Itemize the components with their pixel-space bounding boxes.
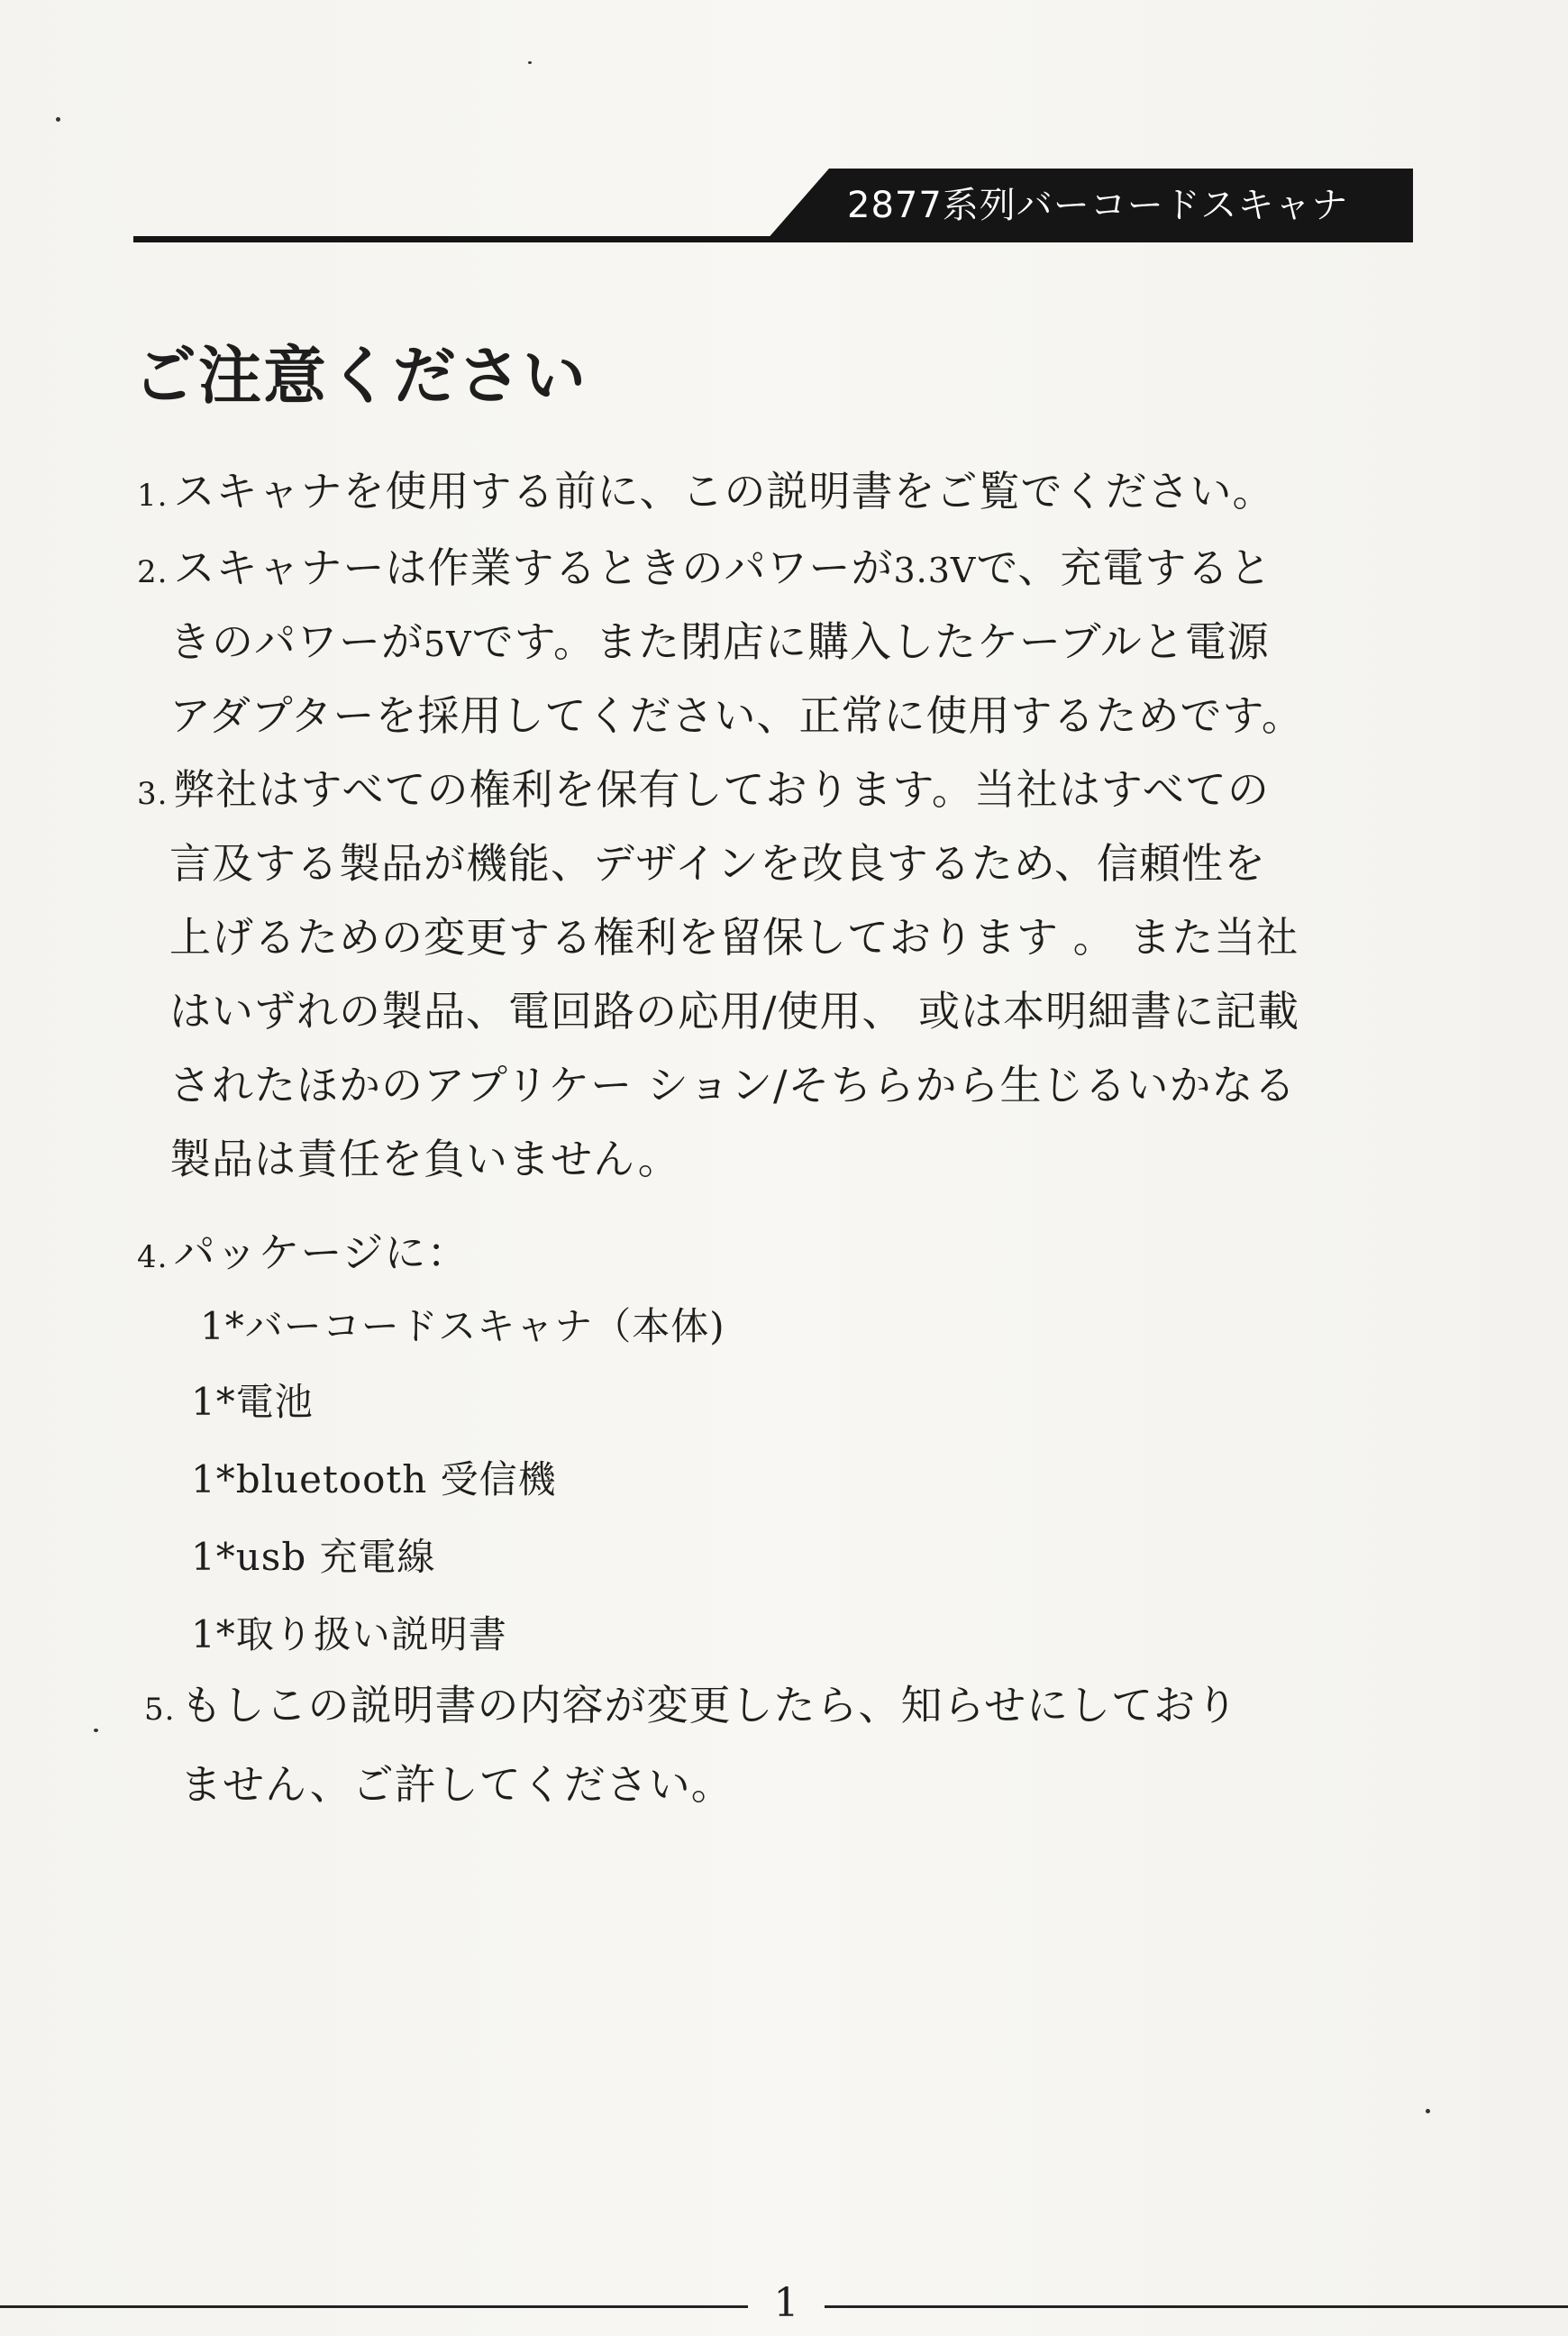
notice-3-line-4: はいずれの製品、電回路の応用/使用、 或は本明細書に記載 (169, 987, 1300, 1036)
voltage-value: 5V (424, 625, 472, 664)
scan-speck (1426, 2109, 1430, 2113)
notice-number: 5. (144, 1692, 176, 1728)
notice-text: スキャナを使用する前に、この説明書をご覧でください。 (173, 467, 1275, 516)
notice-3-line-2: 言及する製品が機能、デザインを改良するため、信頼性を (169, 839, 1266, 888)
page-title: ご注意ください (133, 339, 588, 413)
notice-number: 2. (137, 554, 169, 590)
notice-2-line-2 (169, 615, 1270, 671)
notice-3-line-1 (137, 762, 1270, 821)
package-item: 1*bluetooth 受信機 (191, 1457, 557, 1501)
scan-speck (94, 1729, 98, 1732)
package-item: 1*バーコードスキャナ（本体) (200, 1304, 725, 1348)
notice-4 (137, 1226, 469, 1284)
notice-text: スキャナーは作業するときのパワーが (173, 543, 894, 592)
notice-3-line-6: 製品は責任を負いません。 (169, 1135, 680, 1183)
notice-text: です。また閉店に購入したケーブルと電源 (471, 617, 1270, 666)
notice-2-line-3: アダプターを採用してください、正常に使用するためです。 (169, 691, 1304, 740)
notice-number: 4. (137, 1239, 169, 1275)
page-number: 1 (773, 2280, 799, 2326)
package-item: 1*usb 充電線 (191, 1535, 436, 1579)
notice-5-line-1 (144, 1678, 1238, 1737)
package-item: 1*取り扱い説明書 (191, 1612, 507, 1656)
header-title: 2877系列バーコードスキャナ (847, 185, 1349, 226)
notice-5-line-2: ません、ご許してください。 (180, 1760, 734, 1809)
scan-speck (528, 61, 532, 64)
package-item: 1*電池 (191, 1380, 314, 1424)
notice-text: で、充電すると (976, 543, 1272, 592)
notice-3-line-3: 上げるための変更する権利を留保しております 。 また当社 (169, 913, 1299, 962)
notice-1 (137, 464, 1274, 523)
notice-text: 弊社はすべての権利を保有しております。当社はすべての (173, 765, 1270, 814)
notice-3-line-5: されたほかのアプリケー ション/そちらから生じるいかなる (169, 1061, 1297, 1109)
footer-rule (0, 2305, 748, 2308)
footer-rule (825, 2305, 1568, 2308)
notice-number: 3. (137, 776, 169, 812)
notice-text: もしこの説明書の内容が変更したら、知らせにしており (180, 1681, 1239, 1729)
notice-number: 1. (137, 478, 169, 514)
notice-2-line-1 (137, 541, 1272, 599)
scan-speck (56, 117, 60, 122)
voltage-value: 3.3V (893, 551, 977, 590)
notice-text: パッケージに： (173, 1228, 469, 1277)
notice-text: きのパワーが (169, 617, 424, 666)
